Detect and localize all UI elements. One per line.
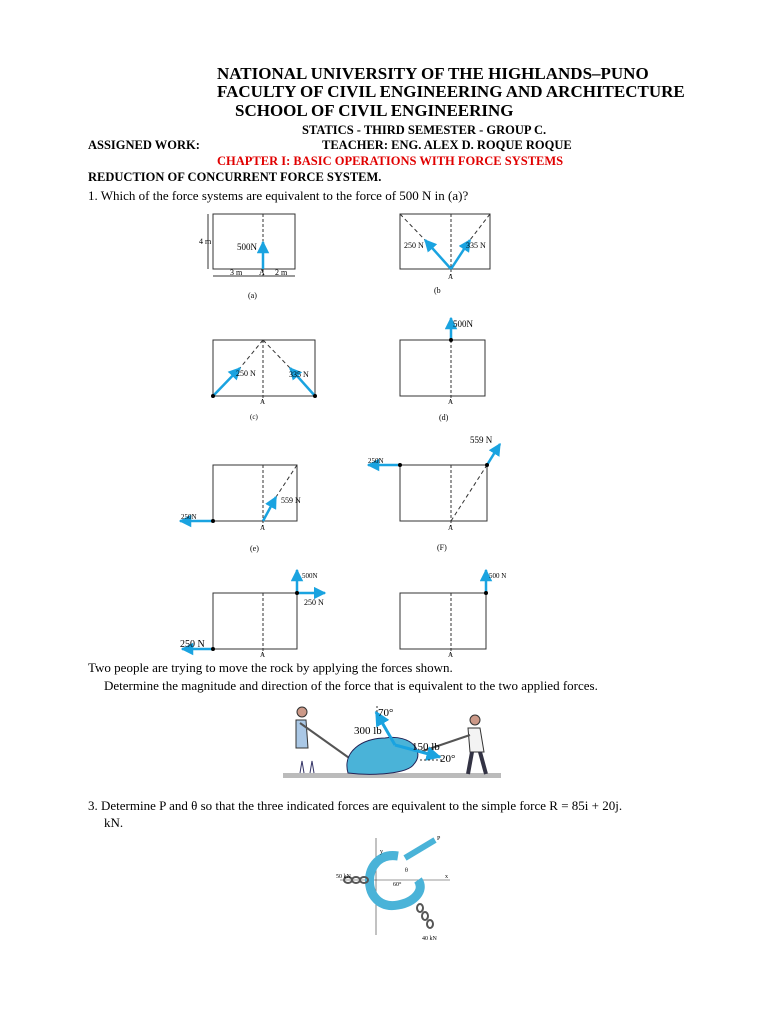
university-title: NATIONAL UNIVERSITY OF THE HIGHLANDS–PUNO: [217, 64, 649, 83]
fig-g-point: A: [260, 651, 266, 659]
fig-g-f2-label: 250 N: [304, 598, 324, 607]
question-1: 1. Which of the force systems are equivalent to the force of 500 N in (a)?: [88, 188, 469, 203]
fig-f-force2-arrow: [487, 444, 500, 465]
hook-f2-label: 40 kN: [422, 936, 437, 942]
fig-b-f2-label: 335 N: [466, 241, 486, 250]
fig-g-f3-label: 250 N: [180, 639, 205, 650]
question-3-line1: 3. Determine P and θ so that the three indicated forces are equivalent to the simple force R = 85i + 20j.: [88, 798, 623, 813]
fig-b-f1-label: 250 N: [404, 241, 424, 250]
fig-a-dim-r: 2 m: [275, 268, 288, 277]
fig-e-f1-label: 250N: [181, 513, 197, 521]
hook-theta-label: θ: [405, 868, 408, 874]
hook-p-label: P: [437, 836, 441, 842]
fig-a-dim-v: 4 m: [199, 237, 212, 246]
fig-h-point: A: [448, 651, 454, 659]
fig-c-f2-label: 335 N: [289, 370, 309, 379]
fig-b-force1-arrow: [425, 240, 451, 269]
hook-f1-label: 50 kN: [336, 874, 351, 880]
question-2-line1: Two people are trying to move the rock by applying the forces shown.: [88, 660, 453, 675]
teacher-line: TEACHER: ENG. ALEX D. ROQUE ROQUE: [322, 138, 572, 152]
figure-f-box: [400, 465, 487, 521]
fig-d-force-label: 500N: [453, 319, 473, 329]
figure-g-box: [213, 593, 297, 649]
fig-f-f2-label: 559 N: [470, 435, 493, 445]
fig-e-force2-arrow: [263, 497, 276, 521]
fig-c-f1-label: 250 N: [236, 369, 256, 378]
fig-b-point: A: [448, 273, 454, 281]
faculty-title: FACULTY OF CIVIL ENGINEERING AND ARCHITECTURE: [217, 82, 685, 101]
fig-e-f2-label: 559 N: [281, 496, 301, 505]
fig-d-caption: (d): [439, 413, 449, 422]
fig-h-force-label: 500 N: [489, 572, 507, 580]
assigned-label: ASSIGNED WORK:: [88, 138, 200, 152]
fig-e-point: A: [260, 524, 266, 532]
fig-a-force-label: 500N: [237, 242, 257, 252]
fig-d-point: A: [448, 398, 454, 406]
rock-angle1-label: 70°: [378, 707, 394, 719]
figure-c-box: [213, 340, 315, 396]
figure-h-box: [400, 593, 486, 649]
figure-d-box: [400, 340, 485, 396]
fig-e-caption: (e): [250, 544, 259, 553]
question-2-line2: Determine the magnitude and direction of the force that is equivalent to the two applied forces.: [104, 678, 598, 693]
chapter-title: CHAPTER I: BASIC OPERATIONS WITH FORCE SYSTEMS: [217, 154, 564, 168]
fig-f-f1-label: 250N: [368, 457, 384, 465]
school-title: SCHOOL OF CIVIL ENGINEERING: [235, 101, 514, 120]
fig-a-point: A: [259, 268, 265, 277]
fig-f-caption: (F): [437, 543, 447, 552]
section-title: REDUCTION OF CONCURRENT FORCE SYSTEM.: [88, 170, 382, 184]
fig-c-point: A: [260, 398, 266, 406]
fig-f-point: A: [448, 524, 454, 532]
figure-e-box: [213, 465, 297, 521]
rock-force2-label: 150 lb: [412, 741, 440, 753]
hook-x-label: x: [445, 874, 448, 880]
hook-y-label: y: [380, 849, 383, 855]
fig-a-dim-l: 3 m: [230, 268, 243, 277]
rock-angle2-label: 20°: [440, 753, 456, 765]
fig-b-caption: (b: [434, 286, 441, 295]
fig-g-f1-label: 500N: [302, 572, 318, 580]
fig-c-caption: (c): [250, 413, 258, 421]
hook-angle-label: 60°: [393, 882, 402, 888]
rock-force1-label: 300 lb: [354, 725, 382, 737]
question-3-line2: kN.: [104, 815, 124, 830]
fig-a-caption: (a): [248, 291, 257, 300]
course-line: STATICS - THIRD SEMESTER - GROUP C.: [302, 123, 547, 137]
